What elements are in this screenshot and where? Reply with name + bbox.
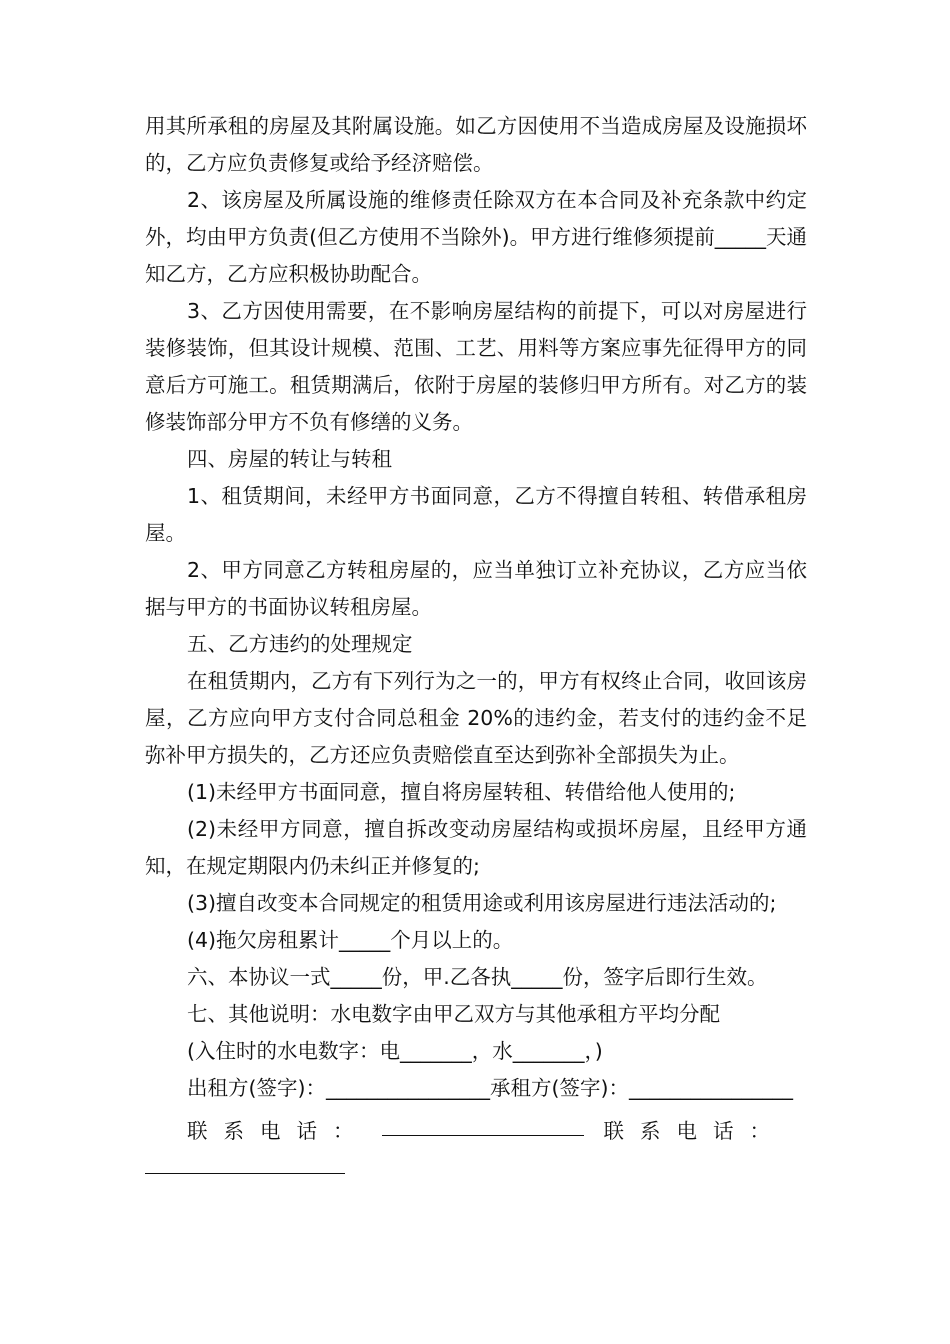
phone-row <box>145 1107 807 1144</box>
section-heading-breach: 五、乙方违约的处理规定 <box>187 632 413 656</box>
clause-no-sublease: 1、租赁期间，未经甲方书面同意，乙方不得擅自转租、转借承租房屋。 <box>145 484 807 545</box>
phone-blank-lessor <box>382 1134 584 1136</box>
section-copies: 六、本协议一式_____份，甲.乙各执_____份，签字后即行生效。 <box>187 965 768 989</box>
clause-maintenance: 2、该房屋及所属设施的维修责任除双方在本合同及补充条款中约定外，均由甲方负责(但乙方使用不当除外)。甲方进行维修须提前_____天通知乙方，乙方应积极协助配合。 <box>145 188 807 286</box>
phone-blank-lessee <box>145 1172 345 1174</box>
utility-readings: (入住时的水电数字：电_______，水_______，) <box>187 1039 603 1063</box>
signature-line: 出租方(签字)：________________承租方(签字)：________________ <box>187 1076 793 1100</box>
phone-label-lessor: 联系电话： <box>187 1119 370 1143</box>
clause-sublease-agreement: 2、甲方同意乙方转租房屋的，应当单独订立补充协议，乙方应当依据与甲方的书面协议转租房屋。 <box>145 558 807 619</box>
paragraph-continuation: 用其所承租的房屋及其附属设施。如乙方因使用不当造成房屋及设施损坏的，乙方应负责修复或给予经济赔偿。 <box>145 114 807 175</box>
breach-item-2: (2)未经甲方同意，擅自拆改变动房屋结构或损坏房屋，且经甲方通知，在规定期限内仍未纠正并修复的; <box>145 817 807 878</box>
phone-label-lessee: 联系电话： <box>603 1119 786 1143</box>
clause-decoration: 3、乙方因使用需要，在不影响房屋结构的前提下，可以对房屋进行装修装饰，但其设计规模、范围、工艺、用料等方案应事先征得甲方的同意后方可施工。租赁期满后，依附于房屋的装修归甲方所有。对乙方的装修装饰部分甲方不负有修缮的义务。 <box>145 299 807 434</box>
contract-body <box>145 108 807 1174</box>
breach-item-4: (4)拖欠房租累计_____个月以上的。 <box>187 928 514 952</box>
breach-item-1: (1)未经甲方书面同意，擅自将房屋转租、转借给他人使用的; <box>187 780 736 804</box>
clause-termination: 在租赁期内，乙方有下列行为之一的，甲方有权终止合同，收回该房屋，乙方应向甲方支付合同总租金 20%的违约金，若支付的违约金不足弥补甲方损失的，乙方还应负责赔偿直至达到弥补全部损失为止。 <box>145 669 807 767</box>
breach-item-3: (3)擅自改变本合同规定的租赁用途或利用该房屋进行违法活动的; <box>187 891 777 915</box>
section-other-notes: 七、其他说明：水电数字由甲乙双方与其他承租方平均分配 <box>187 1002 720 1026</box>
section-heading-transfer: 四、房屋的转让与转租 <box>187 447 392 471</box>
